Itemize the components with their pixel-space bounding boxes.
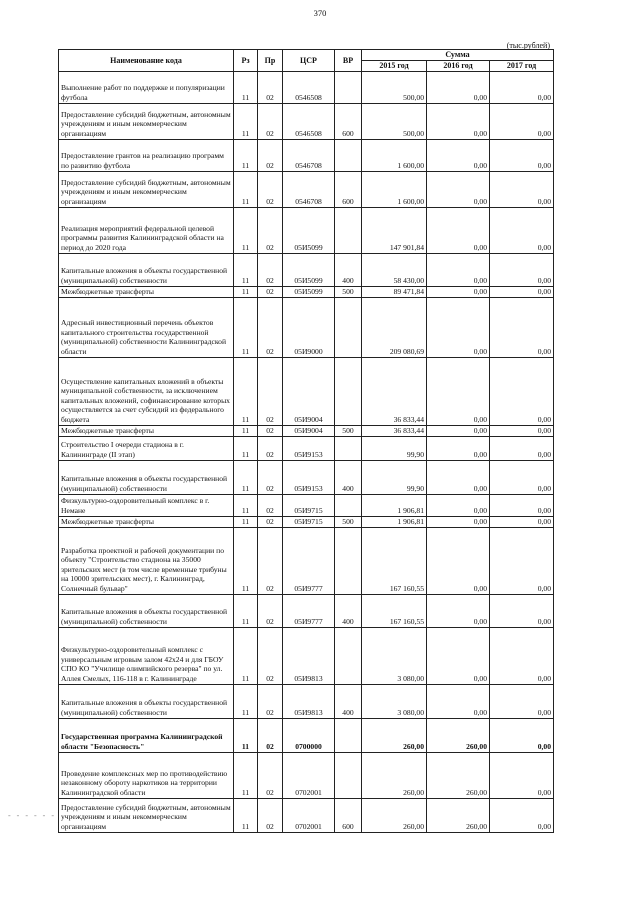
cell-csr: 05И9000	[283, 297, 335, 357]
cell-vr	[335, 436, 362, 460]
table-row	[59, 297, 554, 357]
cell-2017: 0,00	[490, 357, 554, 425]
cell-vr	[335, 357, 362, 425]
budget-table	[58, 49, 554, 833]
cell-name: Физкультурно-оздоровительный комплекс с универсальным игровым залом 42x24 и для ГБОУ СПО КО "Училище олимпийского резерва" по ул. Аллея Смелых, 116-118 в г. Калининграде	[59, 627, 234, 684]
col-header-sum: Сумма	[362, 50, 554, 61]
cell-pr: 02	[258, 286, 283, 297]
cell-pr: 02	[258, 297, 283, 357]
cell-2017: 0,00	[490, 594, 554, 627]
cell-2015: 36 833,44	[362, 425, 427, 436]
cell-csr: 05И9777	[283, 594, 335, 627]
cell-2015: 167 160,55	[362, 594, 427, 627]
cell-vr: 400	[335, 460, 362, 494]
cell-rz: 11	[234, 798, 258, 832]
cell-2016: 0,00	[427, 207, 490, 253]
cell-2016: 0,00	[427, 297, 490, 357]
cell-csr: 0546508	[283, 71, 335, 103]
cell-2015: 1 600,00	[362, 171, 427, 207]
cell-2017: 0,00	[490, 718, 554, 752]
cell-2017: 0,00	[490, 527, 554, 594]
table-row	[59, 516, 554, 527]
cell-vr: 600	[335, 798, 362, 832]
cell-name: Осуществление капитальных вложений в объекты муниципальной собственности, за исключением капитальных вложений, софинансирование которых осуществляется за счет субсидий из федерального бюджета	[59, 357, 234, 425]
cell-rz: 11	[234, 684, 258, 718]
cell-name: Капитальные вложения в объекты государственной (муниципальной) собственности	[59, 594, 234, 627]
cell-2016: 0,00	[427, 460, 490, 494]
cell-2015: 1 600,00	[362, 139, 427, 171]
cell-pr: 02	[258, 436, 283, 460]
cell-vr	[335, 71, 362, 103]
table-row	[59, 357, 554, 425]
cell-rz: 11	[234, 460, 258, 494]
table-body	[59, 71, 554, 832]
cell-rz: 11	[234, 718, 258, 752]
cell-2017: 0,00	[490, 494, 554, 516]
cell-pr: 02	[258, 718, 283, 752]
cell-2016: 0,00	[427, 516, 490, 527]
cell-2015: 500,00	[362, 103, 427, 139]
cell-2016: 0,00	[427, 436, 490, 460]
cell-csr: 0546508	[283, 103, 335, 139]
cell-2017: 0,00	[490, 139, 554, 171]
table-row	[59, 752, 554, 798]
cell-2016: 0,00	[427, 627, 490, 684]
table-row	[59, 527, 554, 594]
cell-vr: 500	[335, 516, 362, 527]
cell-csr: 05И5099	[283, 207, 335, 253]
cell-2016: 0,00	[427, 494, 490, 516]
cell-name: Капитальные вложения в объекты государственной (муниципальной) собственности	[59, 684, 234, 718]
cell-pr: 02	[258, 527, 283, 594]
cell-2017: 0,00	[490, 297, 554, 357]
table-row	[59, 139, 554, 171]
cell-2017: 0,00	[490, 798, 554, 832]
cell-name: Реализация мероприятий федеральной целевой программы развития Калининградской области на период до 2020 года	[59, 207, 234, 253]
table-row	[59, 436, 554, 460]
cell-vr	[335, 527, 362, 594]
cell-2015: 89 471,84	[362, 286, 427, 297]
cell-csr: 05И9153	[283, 460, 335, 494]
cell-2016: 0,00	[427, 684, 490, 718]
table-row	[59, 425, 554, 436]
cell-2015: 260,00	[362, 718, 427, 752]
cell-pr: 02	[258, 425, 283, 436]
cell-2016: 0,00	[427, 357, 490, 425]
cell-2016: 260,00	[427, 718, 490, 752]
cell-rz: 11	[234, 425, 258, 436]
cell-pr: 02	[258, 627, 283, 684]
cell-pr: 02	[258, 460, 283, 494]
cell-2016: 0,00	[427, 425, 490, 436]
cell-vr	[335, 297, 362, 357]
cell-rz: 11	[234, 752, 258, 798]
cell-2017: 0,00	[490, 207, 554, 253]
cell-2017: 0,00	[490, 425, 554, 436]
cell-2017: 0,00	[490, 71, 554, 103]
cell-name: Разработка проектной и рабочей документации по объекту "Строительство стадиона на 35000 зрительских мест (в том числе временные трибуны на 10000 зрительских мест), г. Калининград, Солнечный бульвар"	[59, 527, 234, 594]
cell-name: Проведение комплексных мер по противодействию незаконному обороту наркотиков на территории Калининградской области	[59, 752, 234, 798]
cell-vr: 600	[335, 103, 362, 139]
cell-name: Строительство I очереди стадиона в г. Калининграде (II этап)	[59, 436, 234, 460]
cell-pr: 02	[258, 684, 283, 718]
cell-2015: 167 160,55	[362, 527, 427, 594]
table-row	[59, 286, 554, 297]
units-label: (тыс.рублей)	[506, 41, 550, 50]
cell-rz: 11	[234, 253, 258, 286]
cell-name: Предоставление грантов на реализацию программ по развитию футбола	[59, 139, 234, 171]
table-row	[59, 594, 554, 627]
col-header-2016: 2016 год	[427, 60, 490, 71]
col-header-pr: Пр	[258, 50, 283, 72]
cell-vr: 600	[335, 171, 362, 207]
table-row	[59, 798, 554, 832]
cell-pr: 02	[258, 71, 283, 103]
cell-rz: 11	[234, 71, 258, 103]
cell-csr: 0702001	[283, 752, 335, 798]
cell-name: Предоставление субсидий бюджетным, автономным учреждениям и иным некоммерческим организациям	[59, 103, 234, 139]
cell-2016: 0,00	[427, 527, 490, 594]
cell-pr: 02	[258, 594, 283, 627]
cell-csr: 0700000	[283, 718, 335, 752]
cell-rz: 11	[234, 103, 258, 139]
cell-2017: 0,00	[490, 286, 554, 297]
cell-2017: 0,00	[490, 171, 554, 207]
cell-2016: 0,00	[427, 171, 490, 207]
table-row	[59, 171, 554, 207]
cell-rz: 11	[234, 357, 258, 425]
cell-rz: 11	[234, 527, 258, 594]
table-row	[59, 684, 554, 718]
cell-2015: 147 901,84	[362, 207, 427, 253]
cell-2015: 99,90	[362, 460, 427, 494]
cell-vr: 400	[335, 253, 362, 286]
cell-rz: 11	[234, 436, 258, 460]
cell-vr: 400	[335, 594, 362, 627]
cell-name: Государственная программа Калининградской области "Безопасность"	[59, 718, 234, 752]
cell-csr: 05И5099	[283, 286, 335, 297]
cell-name: Физкультурно-оздоровительный комплекс в г. Немане	[59, 494, 234, 516]
table-row	[59, 627, 554, 684]
cell-name: Капитальные вложения в объекты государственной (муниципальной) собственности	[59, 253, 234, 286]
cell-2015: 260,00	[362, 752, 427, 798]
cell-2016: 0,00	[427, 253, 490, 286]
table-row	[59, 71, 554, 103]
cell-rz: 11	[234, 139, 258, 171]
cell-vr	[335, 139, 362, 171]
cell-pr: 02	[258, 516, 283, 527]
cell-vr	[335, 718, 362, 752]
cell-pr: 02	[258, 139, 283, 171]
cell-csr: 05И9004	[283, 425, 335, 436]
table-row	[59, 253, 554, 286]
cell-2017: 0,00	[490, 627, 554, 684]
cell-vr	[335, 627, 362, 684]
cell-2016: 0,00	[427, 286, 490, 297]
cell-vr: 400	[335, 684, 362, 718]
cell-name: Межбюджетные трансферты	[59, 286, 234, 297]
cell-csr: 0702001	[283, 798, 335, 832]
cell-name: Капитальные вложения в объекты государственной (муниципальной) собственности	[59, 460, 234, 494]
table-row	[59, 494, 554, 516]
cell-pr: 02	[258, 253, 283, 286]
col-header-rz: Рз	[234, 50, 258, 72]
cell-2015: 500,00	[362, 71, 427, 103]
cell-rz: 11	[234, 297, 258, 357]
cell-2016: 0,00	[427, 71, 490, 103]
page-number: 370	[313, 8, 327, 18]
cell-2015: 3 080,00	[362, 684, 427, 718]
cell-2015: 58 430,00	[362, 253, 427, 286]
cell-2016: 0,00	[427, 594, 490, 627]
cell-csr: 05И9777	[283, 527, 335, 594]
cell-rz: 11	[234, 171, 258, 207]
cell-2016: 260,00	[427, 752, 490, 798]
table-row	[59, 718, 554, 752]
cell-2015: 99,90	[362, 436, 427, 460]
cell-2016: 0,00	[427, 139, 490, 171]
cell-csr: 05И9153	[283, 436, 335, 460]
cell-csr: 0546708	[283, 139, 335, 171]
table-row	[59, 103, 554, 139]
cell-name: Адресный инвестиционный перечень объектов капитального строительства государственной (муниципальной) собственности Калининградской области	[59, 297, 234, 357]
cell-2017: 0,00	[490, 684, 554, 718]
table-row	[59, 460, 554, 494]
cell-rz: 11	[234, 516, 258, 527]
cell-vr	[335, 752, 362, 798]
cell-name: Межбюджетные трансферты	[59, 516, 234, 527]
table-row	[59, 207, 554, 253]
cell-csr: 05И9715	[283, 494, 335, 516]
cell-pr: 02	[258, 103, 283, 139]
cell-2015: 1 906,81	[362, 516, 427, 527]
col-header-name: Наименование кода	[59, 50, 234, 72]
cell-vr: 500	[335, 286, 362, 297]
cell-vr	[335, 494, 362, 516]
cell-rz: 11	[234, 494, 258, 516]
cell-csr: 05И9813	[283, 684, 335, 718]
cell-2015: 36 833,44	[362, 357, 427, 425]
cell-2017: 0,00	[490, 516, 554, 527]
cell-2017: 0,00	[490, 460, 554, 494]
cell-2017: 0,00	[490, 752, 554, 798]
cell-rz: 11	[234, 286, 258, 297]
cell-rz: 11	[234, 627, 258, 684]
cell-2015: 209 080,69	[362, 297, 427, 357]
cell-2017: 0,00	[490, 103, 554, 139]
cell-csr: 0546708	[283, 171, 335, 207]
col-header-2017: 2017 год	[490, 60, 554, 71]
cell-pr: 02	[258, 357, 283, 425]
cell-csr: 05И9813	[283, 627, 335, 684]
cell-2017: 0,00	[490, 253, 554, 286]
cell-vr: 500	[335, 425, 362, 436]
cell-rz: 11	[234, 207, 258, 253]
cell-csr: 05И9715	[283, 516, 335, 527]
cell-name: Межбюджетные трансферты	[59, 425, 234, 436]
cell-pr: 02	[258, 207, 283, 253]
cell-2016: 0,00	[427, 103, 490, 139]
cell-csr: 05И5099	[283, 253, 335, 286]
cell-name: Выполнение работ по поддержке и популяризации футбола	[59, 71, 234, 103]
cell-name: Предоставление субсидий бюджетным, автономным учреждениям и иным некоммерческим организациям	[59, 171, 234, 207]
col-header-2015: 2015 год	[362, 60, 427, 71]
left-margin-dashes: - - - - - -	[8, 811, 56, 820]
cell-name: Предоставление субсидий бюджетным, автономным учреждениям и иным некоммерческим организациям	[59, 798, 234, 832]
cell-pr: 02	[258, 752, 283, 798]
cell-2017: 0,00	[490, 436, 554, 460]
cell-vr	[335, 207, 362, 253]
cell-pr: 02	[258, 798, 283, 832]
cell-pr: 02	[258, 494, 283, 516]
cell-2016: 260,00	[427, 798, 490, 832]
cell-2015: 1 906,81	[362, 494, 427, 516]
col-header-csr: ЦСР	[283, 50, 335, 72]
cell-rz: 11	[234, 594, 258, 627]
cell-csr: 05И9004	[283, 357, 335, 425]
cell-2015: 3 080,00	[362, 627, 427, 684]
col-header-vr: ВР	[335, 50, 362, 72]
cell-2015: 260,00	[362, 798, 427, 832]
cell-pr: 02	[258, 171, 283, 207]
